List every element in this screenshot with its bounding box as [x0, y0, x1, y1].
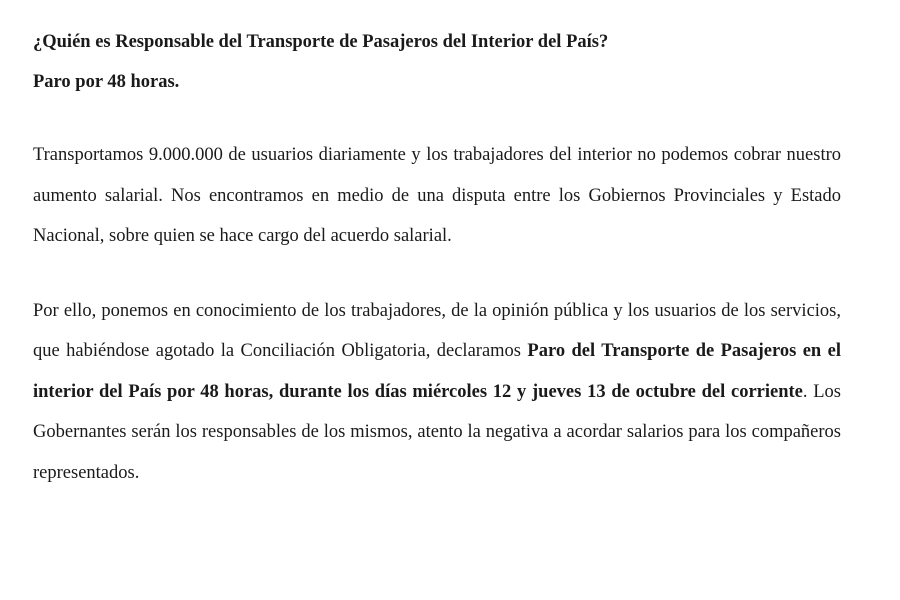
paragraph-2-outro: . Los Gobernantes serán los responsables de los mismos, atento la negativa a acordar salarios para los compañeros representados. — [33, 381, 842, 483]
document-title: ¿Quién es Responsable del Transporte de Pasajeros del Interior del País? — [33, 32, 609, 52]
paragraph-2-strike-announcement: Paro del Transporte de Pasajeros en el interior del País por 48 horas, durante los días miércoles 12 y jueves 13 de octubre del corriente — [33, 341, 841, 402]
paragraph-2-intro: Por ello, ponemos en conocimiento de los trabajadores, de la opinión pública y los usuarios de los servicios, que habiéndose agotado la Conciliación Obligatoria, declaramos — [33, 300, 841, 361]
document-subtitle: Paro por 48 horas. — [33, 72, 180, 92]
paragraph-2 — [33, 291, 841, 494]
paragraph-1: Transportamos 9.000.000 de usuarios diariamente y los trabajadores del interior no podemos cobrar nuestro aumento salarial. Nos encontramos en medio de una disputa entre los Gobiernos Provinciales y Estado Nacional, sobre quien se hace cargo del acuerdo salarial. — [33, 145, 841, 246]
document-page — [33, 22, 841, 493]
